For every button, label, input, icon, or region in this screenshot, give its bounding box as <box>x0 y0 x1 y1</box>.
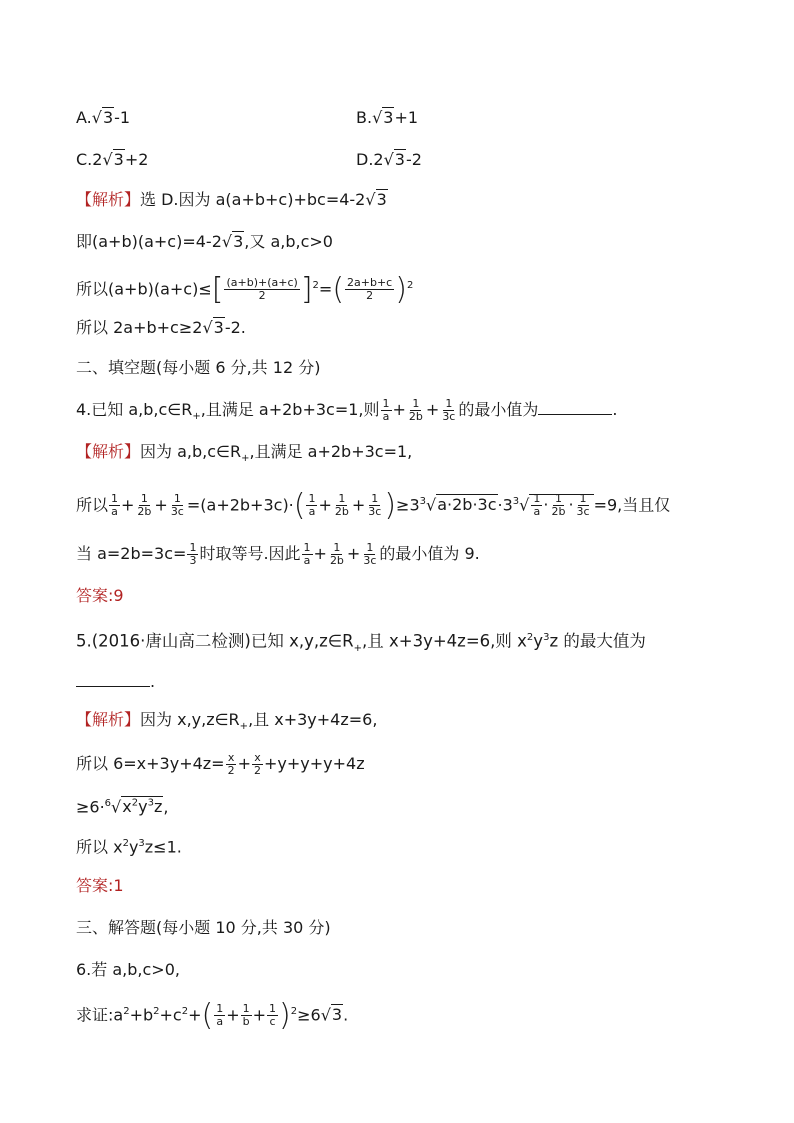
section-heading-3: 三、解答题(每小题 10 分,共 30 分) <box>76 918 331 937</box>
frac-den: 2 <box>227 764 235 777</box>
q6-stem <box>76 960 180 980</box>
exponent: 3 <box>138 838 145 849</box>
q6-prove <box>76 997 349 1033</box>
frac-num: 1 <box>111 492 119 506</box>
q4-answer: 答案:9 <box>76 586 124 605</box>
fraction <box>109 493 120 518</box>
exponent: 2 <box>123 1006 130 1017</box>
frac-den: a <box>308 505 316 519</box>
frac-den: 3c <box>576 505 590 519</box>
q5-sol-line1 <box>76 710 377 737</box>
solution-tag: 【解析】 <box>76 190 141 209</box>
fraction <box>267 1003 278 1028</box>
frac-num: 1 <box>140 492 148 506</box>
answer-blank[interactable] <box>76 672 150 687</box>
q5-sol-text: y <box>128 837 139 857</box>
frac-num: 1 <box>445 397 453 410</box>
frac-num: x <box>254 751 261 764</box>
plus: + <box>252 1005 267 1025</box>
q5-sol-text: z≤1. <box>144 837 182 857</box>
paren-close: ) <box>384 487 397 523</box>
frac-num: 1 <box>533 492 541 506</box>
frac-num: 1 <box>303 541 311 554</box>
frac-den: 2b <box>329 554 344 567</box>
radicand: 3 <box>213 318 224 337</box>
option-b-label: B. <box>356 108 373 127</box>
section-heading-2: 二、填空题(每小题 6 分,共 12 分) <box>76 358 321 377</box>
plus: + <box>351 495 366 515</box>
sol3-text: 即(a+b)(a+c)=4-2 <box>76 232 222 251</box>
q5-sol-text: 因为 x,y,z∈R <box>140 710 240 729</box>
root-index: 6 <box>104 798 112 809</box>
fraction <box>407 398 425 423</box>
exponent: 3 <box>147 798 154 809</box>
frac-den: a <box>533 505 541 519</box>
radicand: a·2b·3c <box>437 495 497 515</box>
fraction <box>575 493 592 518</box>
sol3-line2 <box>76 232 333 252</box>
answer-blank[interactable] <box>538 400 612 415</box>
paren-open: ( <box>201 997 214 1033</box>
q5-sol-text: 所以 6=x+3y+4z= <box>76 754 225 773</box>
var: x <box>122 797 132 817</box>
frac-den: 2 <box>366 289 374 303</box>
q6-text: . <box>343 1005 349 1025</box>
plus: + <box>318 495 332 515</box>
plus: + <box>154 495 168 515</box>
fraction <box>241 1003 252 1028</box>
q5-sol-line2 <box>76 752 365 777</box>
frac-den: a <box>382 410 390 423</box>
fraction <box>226 752 237 777</box>
q4-sol-text: ·3 <box>497 495 513 515</box>
sqrt-sign: √ <box>111 797 122 817</box>
q4-text: 4.已知 a,b,c∈R <box>76 400 193 419</box>
q5-sol-text: , <box>163 797 169 817</box>
sqrt-sign: √ <box>383 150 394 169</box>
subscript: + <box>192 411 201 423</box>
paren-close: ) <box>279 997 291 1033</box>
q5-answer: 答案:1 <box>76 876 124 895</box>
q6-text: ≥6 <box>297 1005 321 1025</box>
sol3-line1 <box>76 190 388 210</box>
frac-den: 3c <box>442 410 456 423</box>
q5-sol-text: ,且 x+3y+4z=6, <box>248 710 378 729</box>
bracket-open: [ <box>211 271 224 307</box>
q5-text: y <box>533 631 544 651</box>
option-c-text: +2 <box>124 150 149 169</box>
radicand: 3 <box>113 150 124 169</box>
radicand: 3 <box>394 150 405 169</box>
frac-den: a <box>216 1015 224 1029</box>
subscript: + <box>241 453 250 465</box>
fraction <box>252 752 263 777</box>
option-d-text: -2 <box>405 150 422 169</box>
q4-sol-text: 所以 <box>76 495 109 515</box>
paren-open: ( <box>332 271 345 307</box>
q4-sol-text: ≥3 <box>396 495 420 515</box>
bracket-close: ] <box>300 271 313 307</box>
fraction <box>381 398 392 423</box>
q5-blank-line <box>76 672 155 692</box>
fraction <box>214 1003 225 1028</box>
fraction <box>187 542 198 567</box>
radicand: 3 <box>383 108 394 127</box>
q4-sol-line2 <box>76 487 671 523</box>
var: z <box>153 797 163 817</box>
sqrt-sign: √ <box>426 495 437 515</box>
sol3-text: -2. <box>224 318 246 337</box>
q5-sol-text: +y+y+y+4z <box>264 754 365 773</box>
option-d-label: D. <box>356 150 374 169</box>
q5-text: 5.(2016·唐山高二检测)已知 x,y,z∈R <box>76 631 354 651</box>
q4-stem <box>76 398 617 427</box>
frac-num: (a+b)+(a+c) <box>226 276 298 290</box>
q4-sol-text: 因为 a,b,c∈R <box>140 442 242 461</box>
q5-sol-text: 所以 x <box>76 837 123 857</box>
frac-num: 1 <box>189 541 197 554</box>
sqrt-sign: √ <box>91 108 102 127</box>
q6-text: 6.若 a,b,c>0, <box>76 960 180 979</box>
sqrt-sign: √ <box>519 495 530 515</box>
exponent: 2 <box>312 280 319 291</box>
radicand <box>121 796 163 816</box>
q5-sol-line4 <box>76 834 182 857</box>
plus: + <box>425 400 440 419</box>
q4-sol-text: 的最小值为 9. <box>379 544 480 563</box>
paren-close: ) <box>395 271 407 307</box>
q4-sol-line1 <box>76 442 412 469</box>
sqrt-sign: √ <box>365 190 376 209</box>
fraction <box>306 493 317 518</box>
sqrt-sign: √ <box>202 318 213 337</box>
radicand: 3 <box>233 232 244 251</box>
frac-den: 2 <box>258 289 266 303</box>
frac-den: a <box>111 505 118 519</box>
option-a-label: A. <box>76 108 92 127</box>
q4-text: ,且满足 a+2b+3c=1,则 <box>200 400 380 419</box>
frac-num: 1 <box>216 1002 224 1016</box>
option-b <box>356 108 418 128</box>
frac-den: 3c <box>368 505 382 519</box>
fraction <box>302 542 313 567</box>
frac-num: 1 <box>579 492 587 506</box>
frac-num: 1 <box>333 541 341 554</box>
var: y <box>138 797 148 817</box>
option-d <box>356 150 422 170</box>
q5-stem <box>76 628 646 659</box>
q4-sol-text: =(a+2b+3c)· <box>186 495 294 515</box>
plus: + <box>346 544 361 563</box>
radicand: 3 <box>102 108 114 127</box>
plus: + <box>313 544 327 563</box>
exponent: 2 <box>131 798 139 809</box>
frac-num: 1 <box>382 397 390 410</box>
q6-text: +b <box>129 1005 154 1025</box>
exponent: 3 <box>543 632 550 643</box>
option-b-text: +1 <box>394 108 419 127</box>
frac-num: 1 <box>366 541 374 554</box>
sol3-text: 所以(a+b)(a+c)≤ <box>76 279 212 299</box>
q4-sol-text: ,且满足 a+2b+3c=1, <box>249 442 413 461</box>
fraction <box>328 542 346 567</box>
plus: + <box>226 1005 240 1025</box>
frac-den: 3 <box>189 554 197 567</box>
frac-den: 2 <box>254 764 261 777</box>
q5-sol-text: ≥6· <box>76 797 105 817</box>
fraction <box>366 493 383 518</box>
equals: = <box>318 279 333 299</box>
radicand <box>529 492 593 519</box>
option-c-label: C. <box>76 150 93 169</box>
fraction <box>333 493 351 518</box>
sol3-text: ,又 a,b,c>0 <box>244 232 333 251</box>
subscript: + <box>353 642 363 654</box>
sol3-text: 选 D.因为 a(a+b+c)+bc=4-2 <box>140 190 366 209</box>
q4-sol-text: 当 a=2b=3c= <box>76 544 187 563</box>
fraction <box>361 542 378 567</box>
q6-text: +c <box>159 1005 182 1025</box>
frac-num: 1 <box>554 492 562 506</box>
root-index: 3 <box>512 496 520 507</box>
fraction <box>440 398 457 423</box>
q4-text: 的最小值为 <box>458 400 539 419</box>
exponent: 2 <box>122 838 129 849</box>
fraction <box>345 277 394 302</box>
radicand: 3 <box>376 190 387 209</box>
fraction <box>531 493 542 518</box>
frac-num: 1 <box>412 397 420 410</box>
dot: · <box>543 495 549 515</box>
frac-num: x <box>227 751 235 764</box>
option-c <box>76 150 148 170</box>
q4-sol-text: 时取等号.因此 <box>199 544 301 563</box>
exponent: 2 <box>153 1006 160 1017</box>
subscript: + <box>239 721 249 733</box>
frac-num: 1 <box>242 1002 250 1016</box>
plus: + <box>237 754 251 773</box>
q4-sol-line3 <box>76 542 480 567</box>
sqrt-sign: √ <box>320 1005 331 1025</box>
frac-den: a <box>303 554 311 567</box>
exponent: 2 <box>526 632 534 643</box>
q5-text: . <box>150 672 156 691</box>
frac-den: 2b <box>551 505 566 519</box>
frac-den: 2b <box>408 410 423 423</box>
solution-tag: 【解析】 <box>76 442 141 461</box>
paren-open: ( <box>293 487 306 523</box>
fraction <box>549 493 567 518</box>
fraction <box>224 277 299 302</box>
option-c-coef: 2 <box>92 150 103 169</box>
q4-sol-text: =9,当且仅 <box>593 495 671 515</box>
frac-num: 1 <box>269 1002 277 1016</box>
q5-text: ,且 x+3y+4z=6,则 x <box>362 631 527 651</box>
root-index: 3 <box>419 496 427 507</box>
solution-tag: 【解析】 <box>76 710 141 729</box>
frac-den: 2b <box>334 505 349 519</box>
fraction <box>169 493 186 518</box>
frac-num: 1 <box>308 492 316 506</box>
plus: + <box>121 495 135 515</box>
radicand: 3 <box>331 1005 343 1025</box>
dot: · <box>568 495 574 515</box>
frac-num: 2a+b+c <box>347 276 393 290</box>
fraction <box>135 493 153 518</box>
frac-num: 1 <box>173 492 181 506</box>
sqrt-sign: √ <box>372 108 383 127</box>
exponent: 2 <box>290 1006 298 1017</box>
frac-num: 1 <box>371 492 379 506</box>
plus: + <box>392 400 406 419</box>
frac-den: 2b <box>137 505 152 519</box>
frac-den: b <box>242 1015 250 1029</box>
q4-text: . <box>612 400 618 419</box>
sqrt-sign: √ <box>221 232 233 251</box>
option-d-coef: 2 <box>373 150 384 169</box>
q6-text: 求证:a <box>76 1005 124 1025</box>
exponent: 2 <box>406 280 414 291</box>
frac-num: 1 <box>338 492 346 506</box>
q5-text: z 的最大值为 <box>549 631 646 651</box>
sol3-line4 <box>76 318 246 338</box>
option-a <box>76 108 130 128</box>
q5-sol-line3 <box>76 794 168 817</box>
frac-den: 3c <box>363 554 377 567</box>
option-a-text: -1 <box>114 108 131 127</box>
exponent: 2 <box>181 1006 189 1017</box>
sol3-line3 <box>76 271 414 307</box>
sqrt-sign: √ <box>102 150 113 169</box>
plus: + <box>188 1005 202 1025</box>
frac-den: 3c <box>170 505 184 519</box>
sol3-text: 所以 2a+b+c≥2 <box>76 318 203 337</box>
frac-den: c <box>269 1015 276 1029</box>
